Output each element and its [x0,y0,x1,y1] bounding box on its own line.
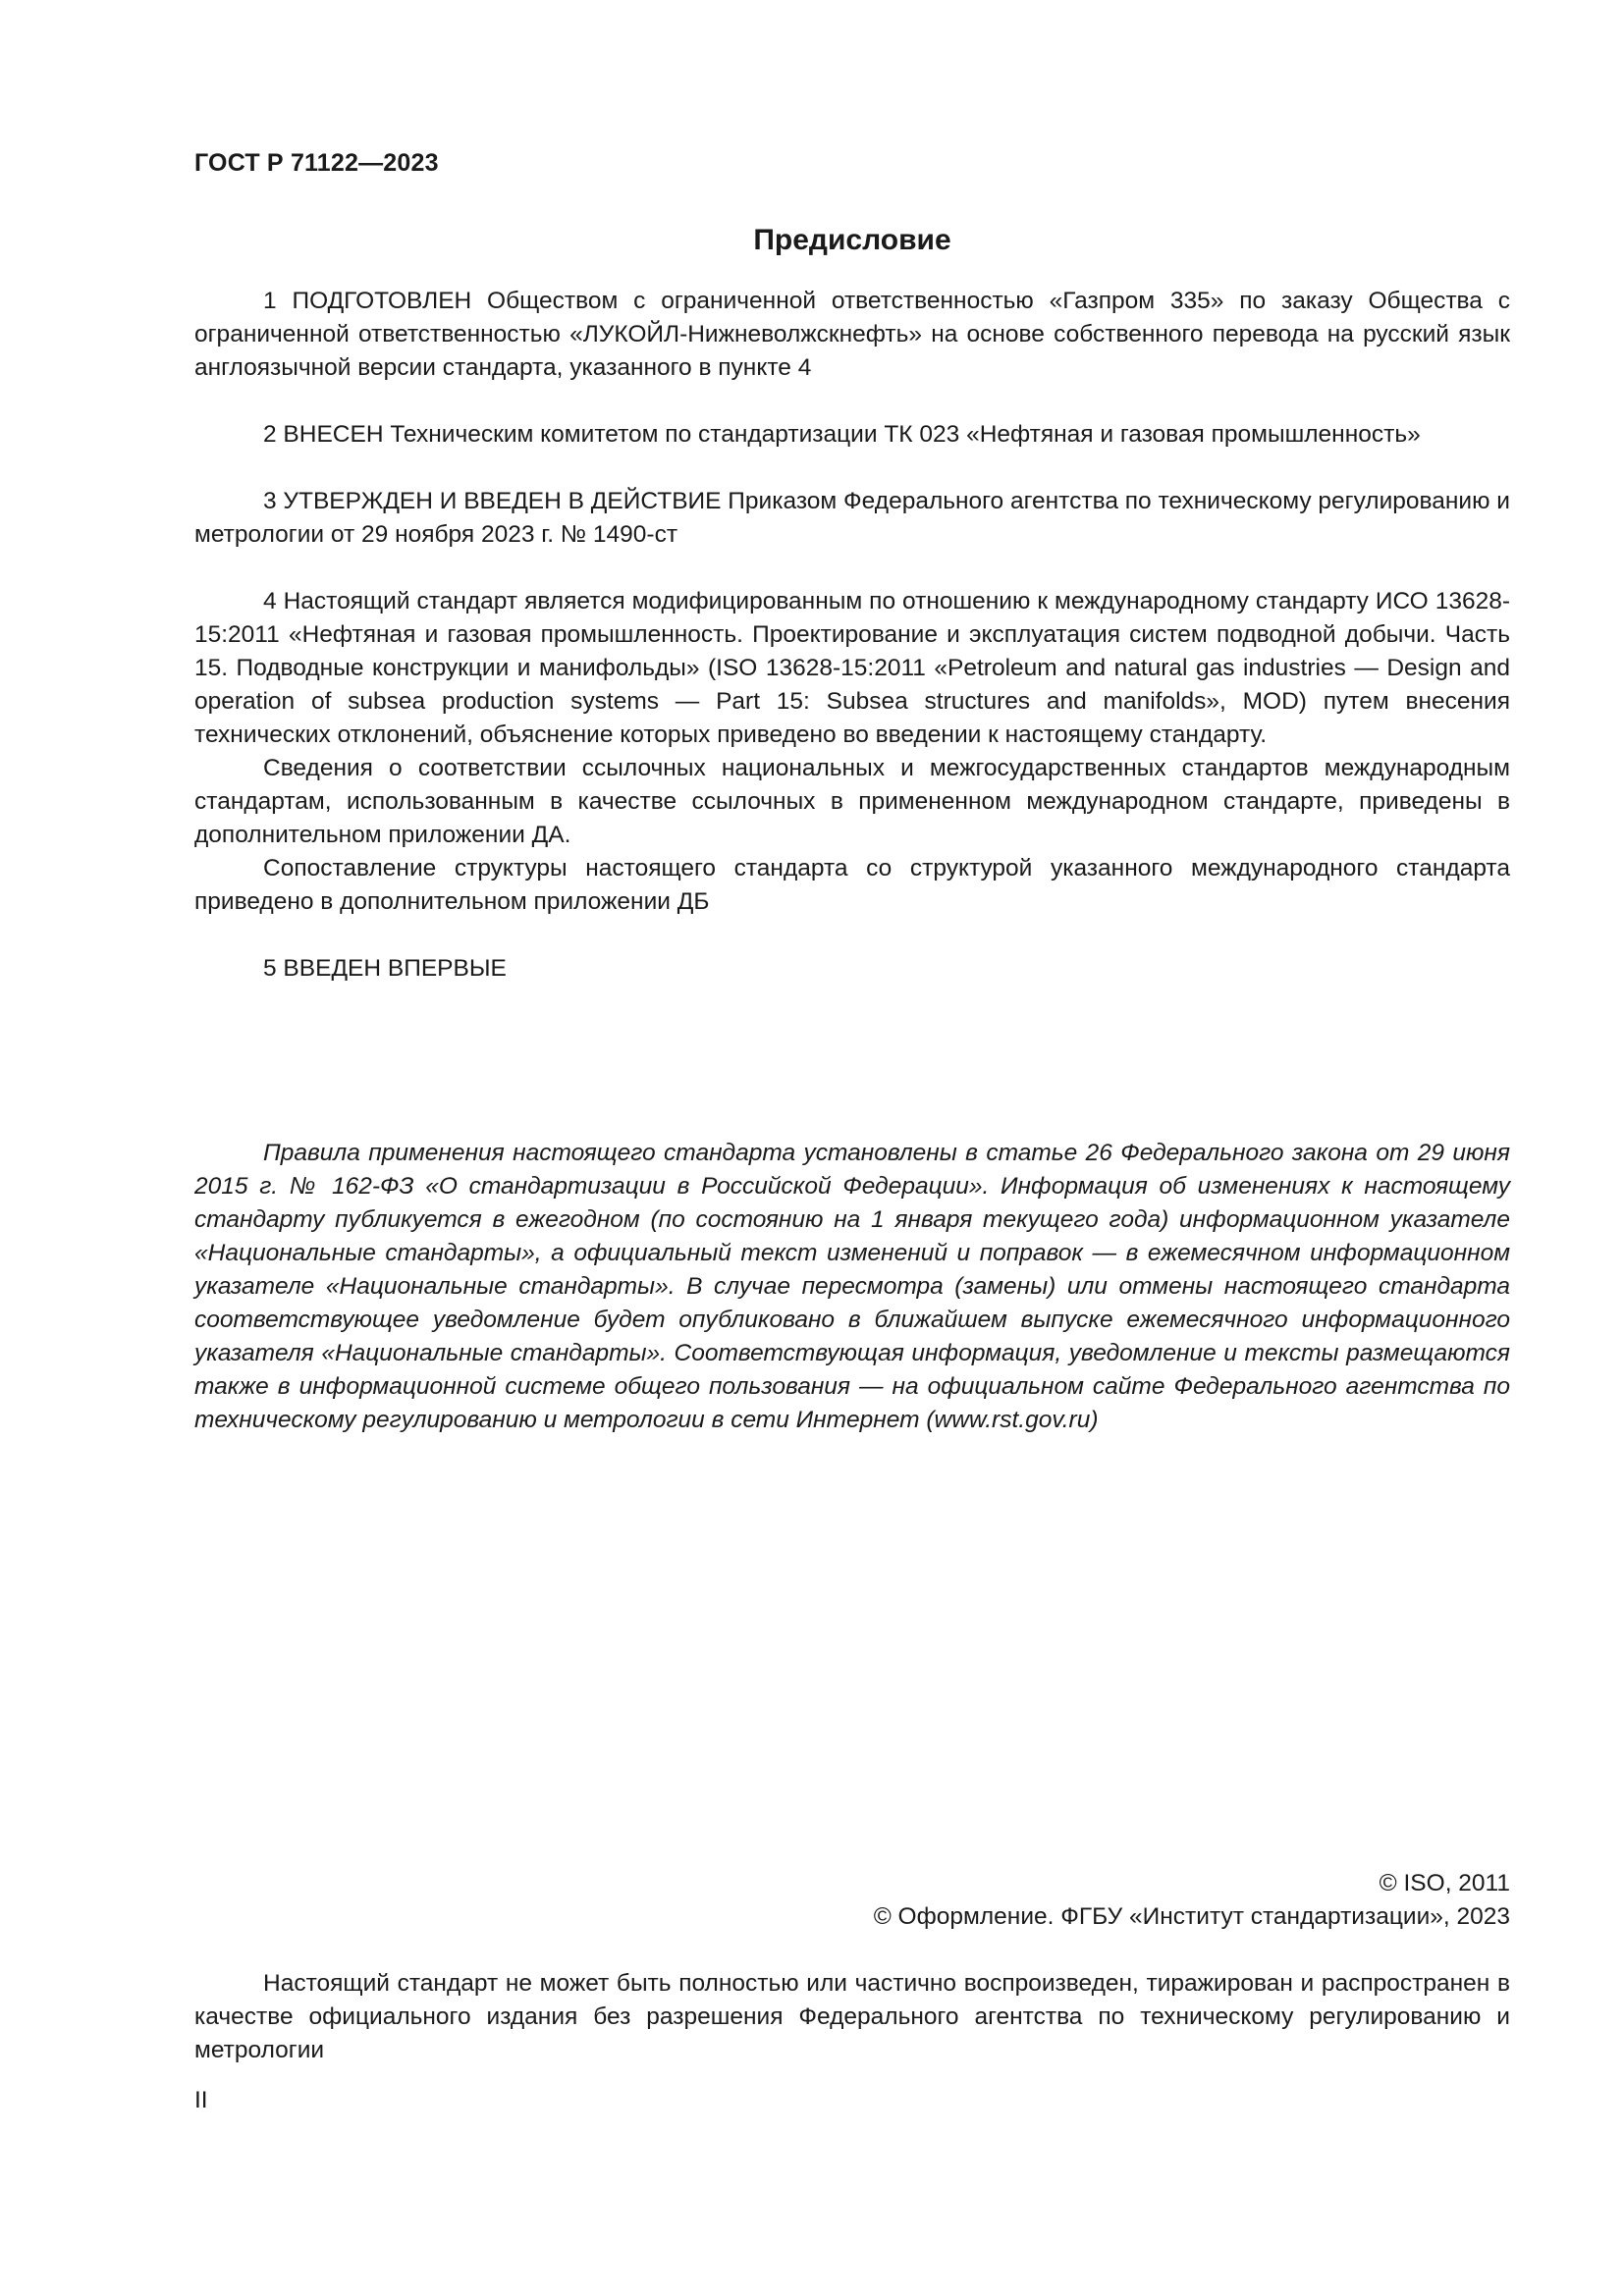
copyright-iso: © ISO, 2011 [1379,1870,1510,1896]
copyright-block [194,1867,1510,1934]
spacer [194,452,1510,485]
note-text: Правила применения настоящего стандарта установлены в статье 26 Федерального закона от 29 июня 2015 г. № 162-ФЗ «О стандартизации в Российской Федерации». Информация об изменениях к настоящему стандарту публикуется в ежегодном (по состоянию на 1 января текущего года) информационном указателе «Национальные стандарты», а официальный текст изменений и поправок — в ежемесячном информационном указателе «Национальные стандарты». В случае пересмотра (замены) или отмены настоящего стандарта соответствующее уведомление будет опубликовано в ближайшем выпуске ежемесячного информационного указателя «Национальные стандарты». Соответствующая информация, уведомление и тексты размещаются также в информационной системе общего пользования — на официальном сайте Федерального агентства по техническому регулированию и метрологии в сети Интернет (www.rst.gov.ru) [194,1140,1510,1433]
preface-item-4: 4 Настоящий стандарт является модифицированным по отношению к международному стандарту ИСО 13628-15:2011 «Нефтяная и газовая промышленность. Проектирование и эксплуатация систем подводной добычи. Часть 15. Подводные конструкции и манифольды» (ISO 13628-15:2011 «Petroleum and natural gas industries — Design and operation of subsea production systems — Part 15: Subsea structures and manifolds», MOD) путем внесения технических отклонений, объяснение которых приведено во введении к настоящему стандарту. [194,588,1510,748]
preface-item-1: 1 ПОДГОТОВЛЕН Обществом с ограниченной ответственностью «Газпром 335» по заказу Общества с ограниченной ответственностью «ЛУКОЙЛ-Нижневолжскнефть» на основе собственного перевода на русский язык англоязычной версии стандарта, указанного в пункте 4 [194,288,1510,381]
application-rules-note [194,1137,1510,1437]
page-title: Предисловие [753,224,951,256]
reproduction-notice [194,1967,1510,2067]
preface-item-3: 3 УТВЕРЖДЕН И ВВЕДЕН В ДЕЙСТВИЕ Приказом Федерального агентства по техническому регулированию и метрологии от 29 ноября 2023 г. № 1490-ст [194,488,1510,548]
preface-item-4-references: Сведения о соответствии ссылочных национальных и межгосударственных стандартов международным стандартам, использованным в качестве ссылочных в примененном международном стандарте, приведены в дополнительном приложении ДА. [194,755,1510,848]
copyright-design: © Оформление. ФГБУ «Институт стандартизации», 2023 [873,1903,1510,1930]
preface-item-5: 5 ВВЕДЕН ВПЕРВЫЕ [263,955,507,982]
spacer [194,919,1510,952]
spacer [194,385,1510,418]
preface-item-2: 2 ВНЕСЕН Техническим комитетом по стандартизации ТК 023 «Нефтяная и газовая промышленность» [263,421,1421,448]
preface-section [194,285,1510,986]
reproduction-text: Настоящий стандарт не может быть полностью или частично воспроизведен, тиражирован и распространен в качестве официального издания без разрешения Федерального агентства по техническому регулированию и метрологии [194,1970,1510,2063]
page-number: II [194,2087,208,2113]
standard-code: ГОСТ Р 71122—2023 [194,149,439,177]
preface-item-4-structure: Сопоставление структуры настоящего стандарта со структурой указанного международного стандарта приведено в дополнительном приложении ДБ [194,855,1510,915]
spacer [194,552,1510,585]
